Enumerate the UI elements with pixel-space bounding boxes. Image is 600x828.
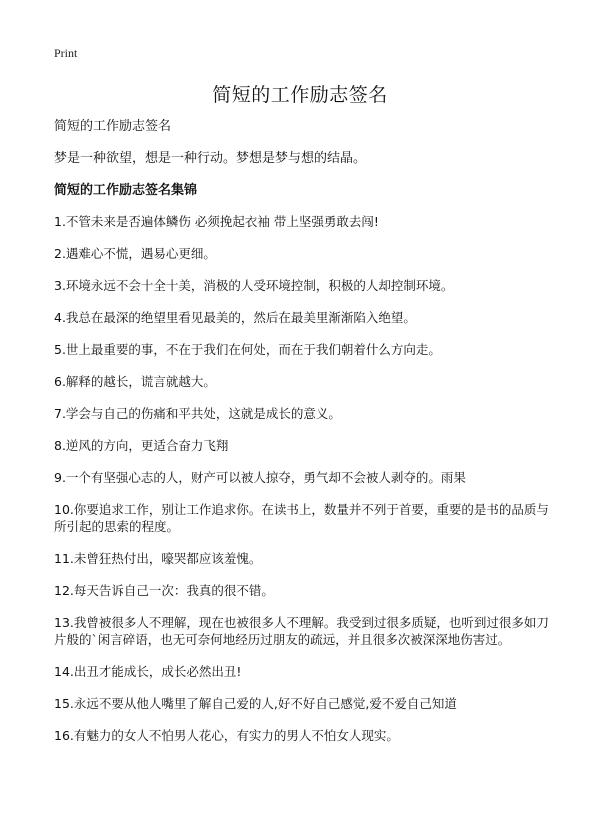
list-item: 15.永远不要从他人嘴里了解自己爱的人,好不好自己感觉,爱不爱自己知道: [54, 696, 457, 711]
list-item: 13.我曾被很多人不理解，现在也被很多人不理解。我受到过很多质疑，也听到过很多如刀片般的`闲言碎语，也无可奈何地经历过朋友的疏远，并且很多次被深深地伤害过。: [54, 615, 549, 647]
list-item: 7.学会与自己的伤痛和平共处，这就是成长的意义。: [54, 406, 341, 421]
list-item: 2.遇难心不慌，遇易心更细。: [54, 246, 216, 261]
list-item: 9.一个有坚强心志的人，财产可以被人掠夺，勇气却不会被人剥夺的。雨果: [54, 470, 466, 485]
list-item: 4.我总在最深的绝望里看见最美的，然后在最美里渐渐陷入绝望。: [54, 310, 416, 325]
list-item: 1.不管未来是否遍体鳞伤 必须挽起衣袖 带上坚强勇敢去闯!: [54, 214, 379, 229]
page-title: 简短的工作励志签名: [212, 84, 388, 106]
list-item: 3.环境永远不会十全十美，消极的人受环境控制，积极的人却控制环境。: [54, 278, 454, 293]
list-item: 6.解释的越长，谎言就越大。: [54, 374, 216, 389]
print-link[interactable]: Print: [54, 46, 78, 60]
list-item: 11.未曾狂热付出，嚎哭都应该羞愧。: [54, 551, 262, 566]
list-item: 8.逆风的方向，更适合奋力飞翔: [54, 438, 229, 453]
intro-paragraph: 梦是一种欲望，想是一种行动。梦想是梦与想的结晶。: [54, 151, 367, 166]
list-item: 10.你要追求工作，别让工作追求你。在读书上，数量并不列于首要，重要的是书的品质与所引起的思索的程度。: [54, 502, 549, 534]
section-heading: 简短的工作励志签名集锦: [54, 183, 198, 198]
quote-list: [54, 213, 554, 744]
article-body: [54, 118, 554, 759]
list-item: 12.每天告诉自己一次：我真的很不错。: [54, 583, 274, 598]
list-item: 5.世上最重要的事，不在于我们在何处，而在于我们朝着什么方向走。: [54, 342, 441, 357]
article-subtitle: 简短的工作励志签名: [54, 119, 172, 134]
list-item: 14.出丑才能成长，成长必然出丑!: [54, 664, 242, 679]
list-item: 16.有魅力的女人不怕男人花心，有实力的男人不怕女人现实。: [54, 728, 399, 743]
